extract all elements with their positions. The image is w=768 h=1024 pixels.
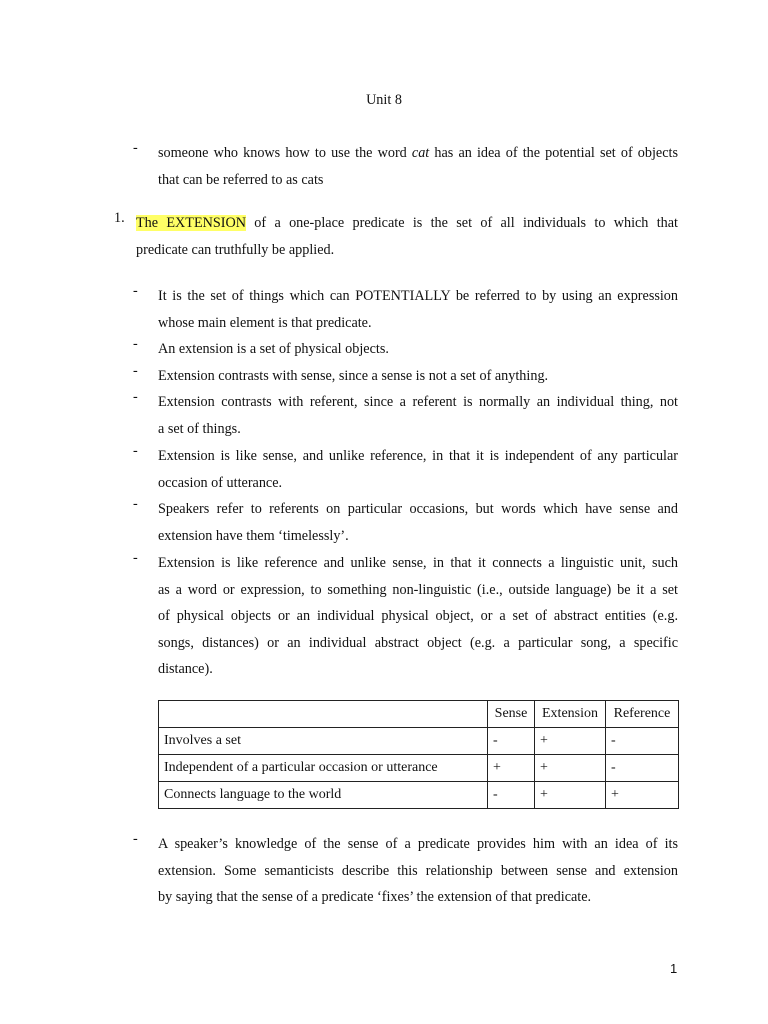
- bullet-line: occasion of utterance.: [158, 474, 283, 491]
- table-row: [159, 728, 679, 755]
- bullet-line: songs, distances) or an individual abstract object (e.g. a particular song, a specific: [158, 634, 678, 651]
- table-cell: +: [535, 782, 606, 809]
- intro-bullet: [133, 140, 678, 194]
- table-cell: -: [606, 728, 679, 755]
- bullet-line: as a word or expression, to something non-linguistic (i.e., outside language) be it a set: [158, 581, 678, 598]
- bullet-line: a set of things.: [158, 420, 241, 437]
- bullet-line: It is the set of things which can POTENTIALLY be referred to by using an expression: [158, 288, 678, 304]
- bullet-line: Extension is like sense, and unlike reference, in that it is independent of any particular: [158, 448, 678, 464]
- bullet-dash: -: [133, 363, 138, 379]
- item-number: 1.: [114, 210, 125, 226]
- bullet-line: Speakers refer to referents on particular occasions, but words which have sense and: [158, 501, 678, 517]
- table-header-cell: Extension: [535, 701, 606, 728]
- table-cell: +: [488, 755, 535, 782]
- definition-line-1: The EXTENSION of a one-place predicate is the set of all individuals to which that: [136, 215, 679, 231]
- table-cell: +: [535, 755, 606, 782]
- table-header-cell: Reference: [606, 701, 679, 728]
- bullet-dash: -: [133, 336, 138, 352]
- bullet-dash: -: [133, 140, 138, 156]
- definition-item: [114, 210, 678, 264]
- bullet-line: An extension is a set of physical objects.: [158, 341, 389, 357]
- bullet-line: distance).: [158, 661, 213, 678]
- table-cell: +: [535, 728, 606, 755]
- table-header-cell: [159, 701, 488, 728]
- table-row: [159, 782, 679, 809]
- bullet-line: Extension is like reference and unlike sense, in that it connects a linguistic unit, such: [158, 555, 678, 571]
- bullet-line: A speaker’s knowledge of the sense of a predicate provides him with an idea of its: [158, 836, 678, 852]
- definition-line-2: predicate can truthfully be applied.: [136, 242, 335, 258]
- bullet-line: by saying that the sense of a predicate ‘fixes’ the extension of that predicate.: [158, 889, 592, 906]
- page-number: 1: [670, 961, 678, 976]
- bullet-line: of physical objects or an individual physical object, or a set of abstract entities (e.g.: [158, 608, 678, 625]
- bullet-line: extension. Some semanticists describe this relationship between sense and extension: [158, 862, 678, 879]
- table-header-cell: Sense: [488, 701, 535, 728]
- table-cell: Involves a set: [159, 728, 488, 755]
- bullet-line: Extension contrasts with sense, since a sense is not a set of anything.: [158, 368, 549, 384]
- bullet-line: Extension contrasts with referent, since a referent is normally an individual thing, not: [158, 394, 678, 410]
- comparison-table: [158, 700, 679, 809]
- highlighted-term: The EXTENSION: [136, 215, 246, 231]
- bullet-line: whose main element is that predicate.: [158, 314, 372, 331]
- table-row: [159, 755, 679, 782]
- bullet-dash: -: [133, 283, 138, 299]
- bullet-dash: -: [133, 496, 138, 512]
- table-header-row: [159, 701, 679, 728]
- bullet-dash: -: [133, 389, 138, 405]
- table-cell: Independent of a particular occasion or utterance: [159, 755, 488, 782]
- table-cell: -: [488, 728, 535, 755]
- table-cell: +: [606, 782, 679, 809]
- emphasized-word: cat: [411, 145, 430, 161]
- bullet-dash: -: [133, 831, 138, 847]
- bullet-line: extension have them ‘timelessly’.: [158, 527, 349, 544]
- intro-line-1: someone who knows how to use the word cat has an idea of the potential set of objects: [158, 145, 678, 161]
- table-cell: Connects language to the world: [159, 782, 488, 809]
- page-title: Unit 8: [366, 92, 402, 108]
- bullet-dash: -: [133, 550, 138, 566]
- intro-line-2: that can be referred to as cats: [158, 171, 324, 188]
- table-cell: -: [606, 755, 679, 782]
- bullet-dash: -: [133, 443, 138, 459]
- table-cell: -: [488, 782, 535, 809]
